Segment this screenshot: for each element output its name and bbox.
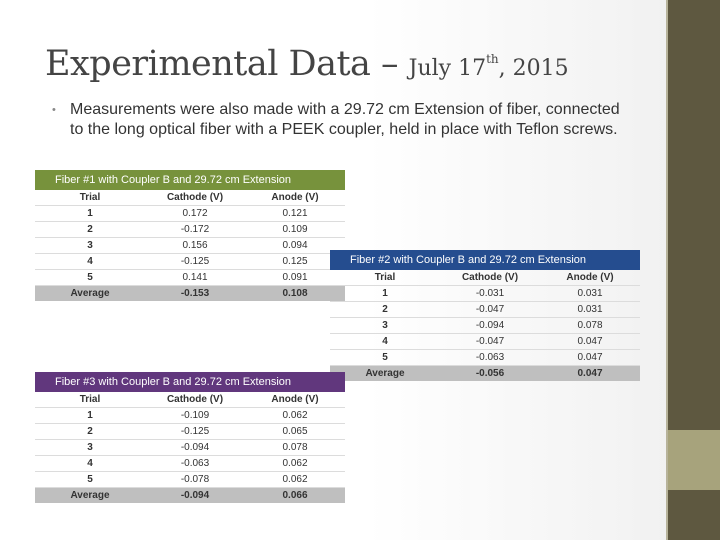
col-header-anode: Anode (V) [540,270,640,286]
cathode-cell: -0.094 [145,440,245,456]
anode-cell: 0.065 [245,424,345,440]
anode-cell: 0.109 [245,222,345,238]
col-header-trial: Trial [35,190,145,206]
anode-cell: 0.062 [245,408,345,424]
average-row [35,286,345,302]
table-caption: Fiber #2 with Coupler B and 29.72 cm Extension [330,250,640,270]
average-anode: 0.108 [245,286,345,302]
table-row [330,302,640,318]
cathode-cell: -0.125 [145,254,245,270]
cathode-cell: -0.078 [145,472,245,488]
sidebar-accent-light [668,430,720,490]
cathode-cell: 0.156 [145,238,245,254]
fiber-2-table [330,250,640,381]
cathode-cell: -0.063 [440,350,540,366]
trial-cell: 2 [35,424,145,440]
bullet-dot-icon: • [52,104,56,116]
trial-cell: 4 [330,334,440,350]
fiber-1-table [35,170,345,301]
average-label: Average [35,286,145,302]
trial-cell: 5 [35,472,145,488]
bullet-text: Measurements were also made with a 29.72 cm Extension of fiber, connected to the long optical fiber with a PEEK coupler, held in place with Teflon screws. [70,101,620,138]
table-row [35,254,345,270]
table-row [330,350,640,366]
table-row [330,318,640,334]
title-year: , 2015 [498,56,569,81]
table-row [330,286,640,302]
table-row [35,456,345,472]
table-row [330,334,640,350]
average-row [330,366,640,382]
cathode-cell: -0.047 [440,302,540,318]
table-row [35,206,345,222]
table-caption: Fiber #1 with Coupler B and 29.72 cm Extension [35,170,345,190]
average-row [35,488,345,504]
cathode-cell: -0.063 [145,456,245,472]
trial-cell: 1 [35,408,145,424]
col-header-trial: Trial [330,270,440,286]
cathode-cell: -0.094 [440,318,540,334]
anode-cell: 0.094 [245,238,345,254]
table-row [35,238,345,254]
trial-cell: 3 [35,238,145,254]
anode-cell: 0.062 [245,472,345,488]
anode-cell: 0.078 [245,440,345,456]
title-date-text [408,52,569,81]
anode-cell: 0.031 [540,286,640,302]
title-main-text: Experimental Data – [45,44,409,84]
cathode-cell: -0.172 [145,222,245,238]
trial-cell: 1 [330,286,440,302]
anode-cell: 0.047 [540,334,640,350]
table-row [35,222,345,238]
fiber-3-table [35,372,345,503]
trial-cell: 4 [35,456,145,472]
average-cathode: -0.153 [145,286,245,302]
anode-cell: 0.121 [245,206,345,222]
average-label: Average [35,488,145,504]
anode-cell: 0.031 [540,302,640,318]
trial-cell: 3 [330,318,440,334]
trial-cell: 1 [35,206,145,222]
average-label: Average [330,366,440,382]
table-row [35,408,345,424]
cathode-cell: -0.125 [145,424,245,440]
title-date: July 17 [408,56,487,81]
average-anode: 0.066 [245,488,345,504]
col-header-cathode: Cathode (V) [145,190,245,206]
anode-cell: 0.125 [245,254,345,270]
average-cathode: -0.056 [440,366,540,382]
title-date-superscript: th [486,52,499,66]
table-row [35,270,345,286]
anode-cell: 0.091 [245,270,345,286]
table-caption: Fiber #3 with Coupler B and 29.72 cm Extension [35,372,345,392]
trial-cell: 2 [330,302,440,318]
sidebar-accent-bottom [668,490,720,540]
anode-cell: 0.062 [245,456,345,472]
cathode-cell: 0.141 [145,270,245,286]
table-row [35,440,345,456]
col-header-anode: Anode (V) [245,392,345,408]
trial-cell: 3 [35,440,145,456]
table-row [35,424,345,440]
cathode-cell: 0.172 [145,206,245,222]
col-header-cathode: Cathode (V) [440,270,540,286]
trial-cell: 5 [35,270,145,286]
trial-cell: 2 [35,222,145,238]
anode-cell: 0.047 [540,350,640,366]
average-cathode: -0.094 [145,488,245,504]
col-header-trial: Trial [35,392,145,408]
slide-title [45,44,569,84]
cathode-cell: -0.031 [440,286,540,302]
trial-cell: 4 [35,254,145,270]
anode-cell: 0.078 [540,318,640,334]
sidebar-accent-dark [668,0,720,430]
col-header-anode: Anode (V) [245,190,345,206]
trial-cell: 5 [330,350,440,366]
table-row [35,472,345,488]
average-anode: 0.047 [540,366,640,382]
col-header-cathode: Cathode (V) [145,392,245,408]
cathode-cell: -0.109 [145,408,245,424]
cathode-cell: -0.047 [440,334,540,350]
